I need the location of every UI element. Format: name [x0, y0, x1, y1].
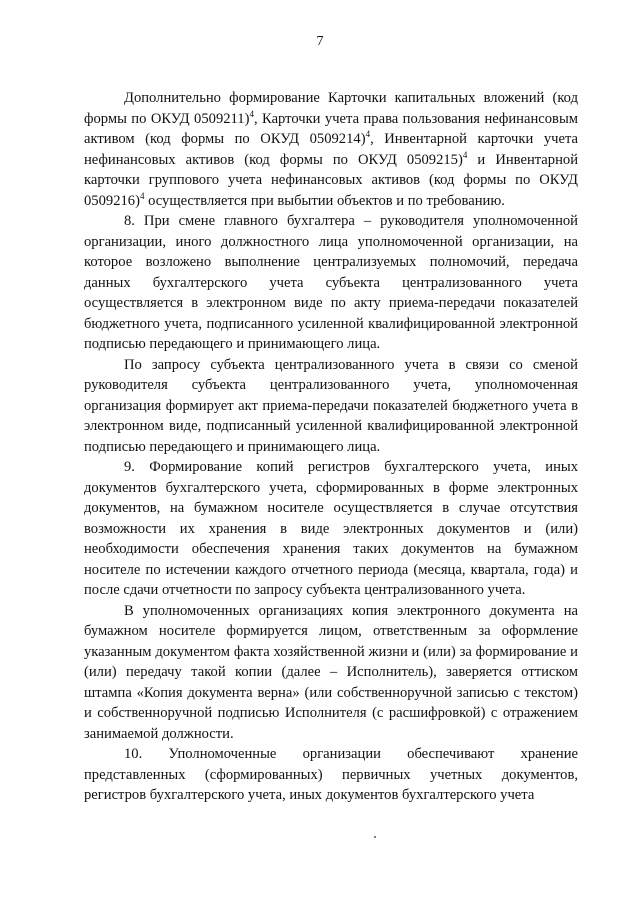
document-body: [84, 88, 578, 806]
paragraph: [84, 744, 578, 806]
paragraph: [84, 355, 578, 458]
paragraph-text: , Инвентарной карточки учета нефинансовых активов (код формы по ОКУД 0509215): [84, 131, 578, 168]
paragraph: [84, 88, 578, 211]
footnote-ref: 4: [139, 190, 145, 201]
scan-speck: [374, 836, 376, 838]
footnote-ref: 4: [462, 149, 468, 160]
footnote-ref: 4: [249, 108, 254, 119]
paragraph: [84, 601, 578, 745]
paragraph-text: 8. При смене главного бухгалтера – руководителя уполномоченной организации, иного должностного лица уполномоченной организации, на которое возложено выполнение централизуемых полномочий, передача данных бухгалтерского учета субъекта централизованного учета осуществляется в электронном виде по акту приема-передачи показателей бюджетного учета, подписанного усиленной квалифицированной электронной подписью передающего и принимающего лица.: [84, 213, 578, 352]
paragraph-text: По запросу субъекта централизованного учета в связи со сменой руководителя субъекта централизованного учета, уполномоченная организация формирует акт приема-передачи показателей бюджетного учета в электронном виде, подписанный усиленной квалифицированной электронной подписью передающего и принимающего лица.: [84, 356, 578, 455]
paragraph: [84, 211, 578, 355]
paragraph-text: 10. Уполномоченные организации обеспечивают хранение представленных (сформированных) первичных учетных документов, регистров бухгалтерского учета, иных документов бухгалтерского учета: [84, 746, 578, 803]
paragraph-text: , Карточки учета права пользования нефинансовым активом (код формы по ОКУД 0509214): [84, 110, 578, 147]
paragraph-text: осуществляется при выбытии объектов и по требованию.: [144, 192, 505, 209]
paragraph-text: В уполномоченных организациях копия электронного документа на бумажном носителе формируется лицом, ответственным за оформление указанным документом факта хозяйственной жизни и (или) за формирование и (или) передачу такой копии (далее – Исполнитель), заверяется оттиском штампа «Копия документа верна» (или собственноручной записью с текстом) и собственноручной подписью Исполнителя (с расшифровкой) с отражением занимаемой должности.: [84, 602, 578, 742]
page-number: 7: [316, 34, 324, 49]
paragraph: [84, 457, 578, 601]
paragraph-text: и Инвентарной карточки группового учета нефинансовых активов (код формы по ОКУД 0509216): [84, 151, 579, 209]
paragraph-text: Дополнительно формирование Карточки капитальных вложений (код формы по ОКУД 0509211): [84, 90, 578, 127]
paragraph-text: 9. Формирование копий регистров бухгалтерского учета, иных документов бухгалтерского учета, сформированных в форме электронных документов, на бумажном носителе осуществляется в случае отсутствия возможности их хранения в виде электронных документов и (или) необходимости обеспечения хранения таких документов на бумажном носителе по истечении каждого отчетного периода (месяца, квартала, года) и после сдачи отчетности по запросу субъекта централизованного учета.: [84, 459, 578, 598]
footnote-ref: 4: [365, 129, 371, 140]
